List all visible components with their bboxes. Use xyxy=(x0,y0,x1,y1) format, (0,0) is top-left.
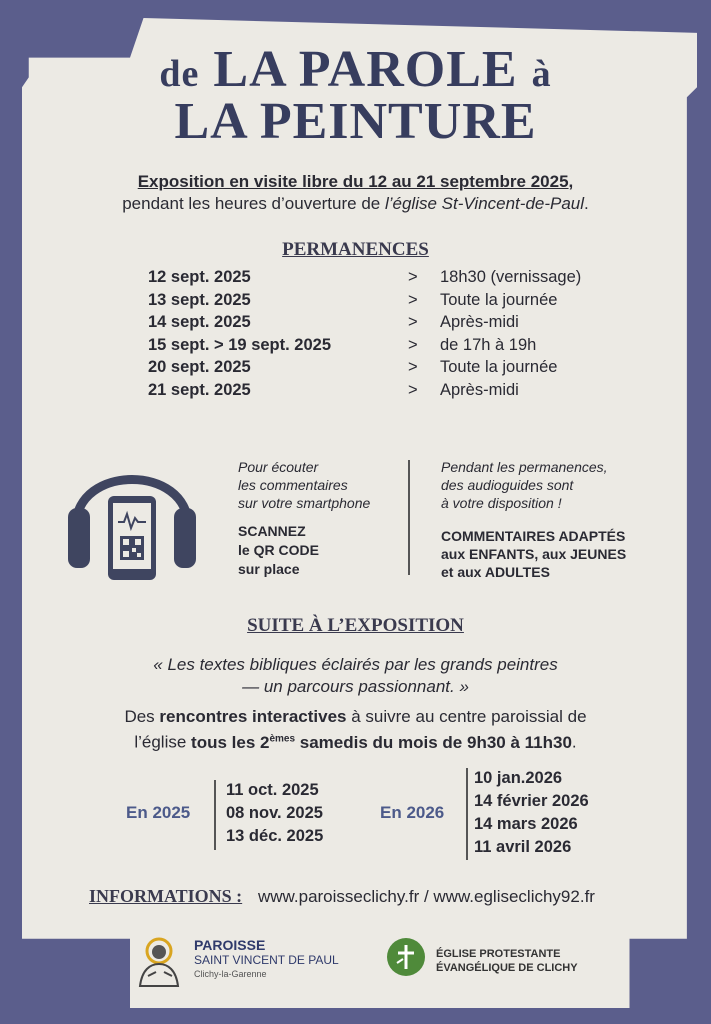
guide-line-1: Pendant les permanences, xyxy=(441,459,608,475)
scan-call-to-action xyxy=(238,522,319,579)
schedule-row xyxy=(148,381,608,404)
schedule-date: 20 sept. 2025 xyxy=(148,358,251,376)
year-2025-label: En 2025 xyxy=(126,803,191,822)
schedule-arrow: > xyxy=(408,313,418,331)
title-a: à xyxy=(531,53,552,95)
scan-line-2: les commentaires xyxy=(238,477,348,493)
exposition-underlined: Exposition en visite libre du 12 au 21 septembre 2025 xyxy=(137,172,569,191)
renc-1c: à suivre au centre paroissial de xyxy=(346,707,587,726)
date-2025-1: 11 oct. 2025 xyxy=(226,781,319,799)
guide-bold-2: aux ENFANTS, aux JEUNES xyxy=(441,546,627,562)
permanences-heading: PERMANENCES xyxy=(282,239,429,260)
audioguide-audiences xyxy=(441,527,626,581)
guide-line-2: des audioguides sont xyxy=(441,477,574,493)
schedule-row xyxy=(148,336,608,359)
renc-2b: tous les 2 xyxy=(191,732,270,752)
title-la-parole: LA PAROLE xyxy=(213,41,518,98)
schedule-row xyxy=(148,291,608,314)
meetings-line-2 xyxy=(0,728,711,754)
scan-instructions xyxy=(238,458,370,512)
scan-line-3: sur votre smartphone xyxy=(238,495,371,511)
parish-subtitle: SAINT VINCENT DE PAUL xyxy=(194,953,339,967)
renc-2a: l’église xyxy=(134,732,192,752)
hours-text: pendant les heures d’ouverture de xyxy=(122,194,385,213)
date-2025-2: 08 nov. 2025 xyxy=(226,804,323,822)
qr-code-icon xyxy=(120,536,144,560)
title-line-2: LA PEINTURE xyxy=(174,93,537,150)
date-2026-1: 10 jan.2026 xyxy=(474,769,563,787)
renc-2sup: èmes xyxy=(269,733,296,744)
schedule-row xyxy=(148,313,608,336)
renc-2b-group xyxy=(191,733,572,752)
guide-bold-3: et aux ADULTES xyxy=(441,564,550,580)
scan-bold-2: le QR CODE xyxy=(238,542,319,558)
title-de: de xyxy=(159,53,200,95)
dates-divider-2026 xyxy=(466,768,468,860)
scan-bold-3: sur place xyxy=(238,561,300,577)
schedule-value: Après-midi xyxy=(440,313,519,331)
date-2026-4: 11 avril 2026 xyxy=(474,838,572,856)
saint-logo xyxy=(134,936,184,988)
year-2026-label: En 2026 xyxy=(380,803,445,822)
scan-bold-1: SCANNEZ xyxy=(238,523,306,539)
dates-divider-2025 xyxy=(214,780,216,850)
schedule-date: 14 sept. 2025 xyxy=(148,313,251,331)
schedule-arrow: > xyxy=(408,358,418,376)
parish-name: PAROISSE xyxy=(194,937,266,953)
audioguide-info xyxy=(441,458,608,512)
renc-2d: . xyxy=(571,732,577,752)
title-line-1 xyxy=(0,40,711,99)
schedule-date: 12 sept. 2025 xyxy=(148,268,251,286)
scan-line-1: Pour écouter xyxy=(238,459,319,475)
exposition-dates xyxy=(0,172,711,192)
schedule-arrow: > xyxy=(408,290,418,309)
meetings-info xyxy=(0,706,711,754)
schedule-row xyxy=(148,358,608,381)
schedule-arrow: > xyxy=(408,335,418,354)
church-name: l’église St-Vincent-de-Paul xyxy=(384,194,585,213)
permanences-schedule xyxy=(148,268,608,403)
renc-2c: samedis du mois de 9h30 à 11h30 xyxy=(295,732,572,752)
schedule-arrow: > xyxy=(408,268,418,286)
protestant-church-line-1: ÉGLISE PROTESTANTE xyxy=(436,948,561,960)
schedule-value: de 17h à 19h xyxy=(440,335,537,354)
hours-end: . xyxy=(584,194,589,213)
parish-city: Clichy-la-Garenne xyxy=(194,969,267,979)
guide-line-3: à votre disposition ! xyxy=(441,495,562,511)
schedule-date: 21 sept. 2025 xyxy=(148,380,251,399)
quote xyxy=(0,654,711,698)
schedule-date: 13 sept. 2025 xyxy=(148,290,251,309)
guide-bold-1: COMMENTAIRES ADAPTÉS xyxy=(441,528,626,544)
suite-heading: SUITE À L’EXPOSITION xyxy=(247,615,464,636)
renc-1a: Des xyxy=(124,707,160,726)
opening-hours xyxy=(0,194,711,214)
date-2026-2: 14 février 2026 xyxy=(474,792,589,810)
schedule-value: 18h30 (vernissage) xyxy=(440,268,582,286)
schedule-row xyxy=(148,268,608,291)
quote-line-2: — un parcours passionnant. » xyxy=(242,677,469,696)
date-2026-3: 14 mars 2026 xyxy=(474,815,578,833)
dates-2026 xyxy=(474,767,589,859)
audio-divider xyxy=(408,460,410,575)
schedule-value: Toute la journée xyxy=(440,290,558,309)
protestant-cross-logo xyxy=(386,937,426,977)
informations-label: INFORMATIONS : xyxy=(89,886,243,906)
meetings-line-1 xyxy=(0,706,711,728)
quote-line-1: « Les textes bibliques éclairés par les grands peintres xyxy=(153,655,558,674)
headphones-phone-icon xyxy=(62,446,202,586)
schedule-arrow: > xyxy=(408,380,418,399)
website-links[interactable]: www.paroisseclichy.fr / www.egliseclichy92.fr xyxy=(258,887,595,906)
schedule-date: 15 sept. > 19 sept. 2025 xyxy=(148,335,331,354)
renc-1b: rencontres interactives xyxy=(159,707,347,726)
protestant-church-line-2: ÉVANGÉLIQUE DE CLICHY xyxy=(436,962,578,974)
schedule-value: Toute la journée xyxy=(440,358,558,376)
date-2025-3: 13 déc. 2025 xyxy=(226,827,324,845)
exposition-comma: , xyxy=(568,172,574,191)
schedule-value: Après-midi xyxy=(440,380,519,399)
dates-2025 xyxy=(226,779,323,848)
